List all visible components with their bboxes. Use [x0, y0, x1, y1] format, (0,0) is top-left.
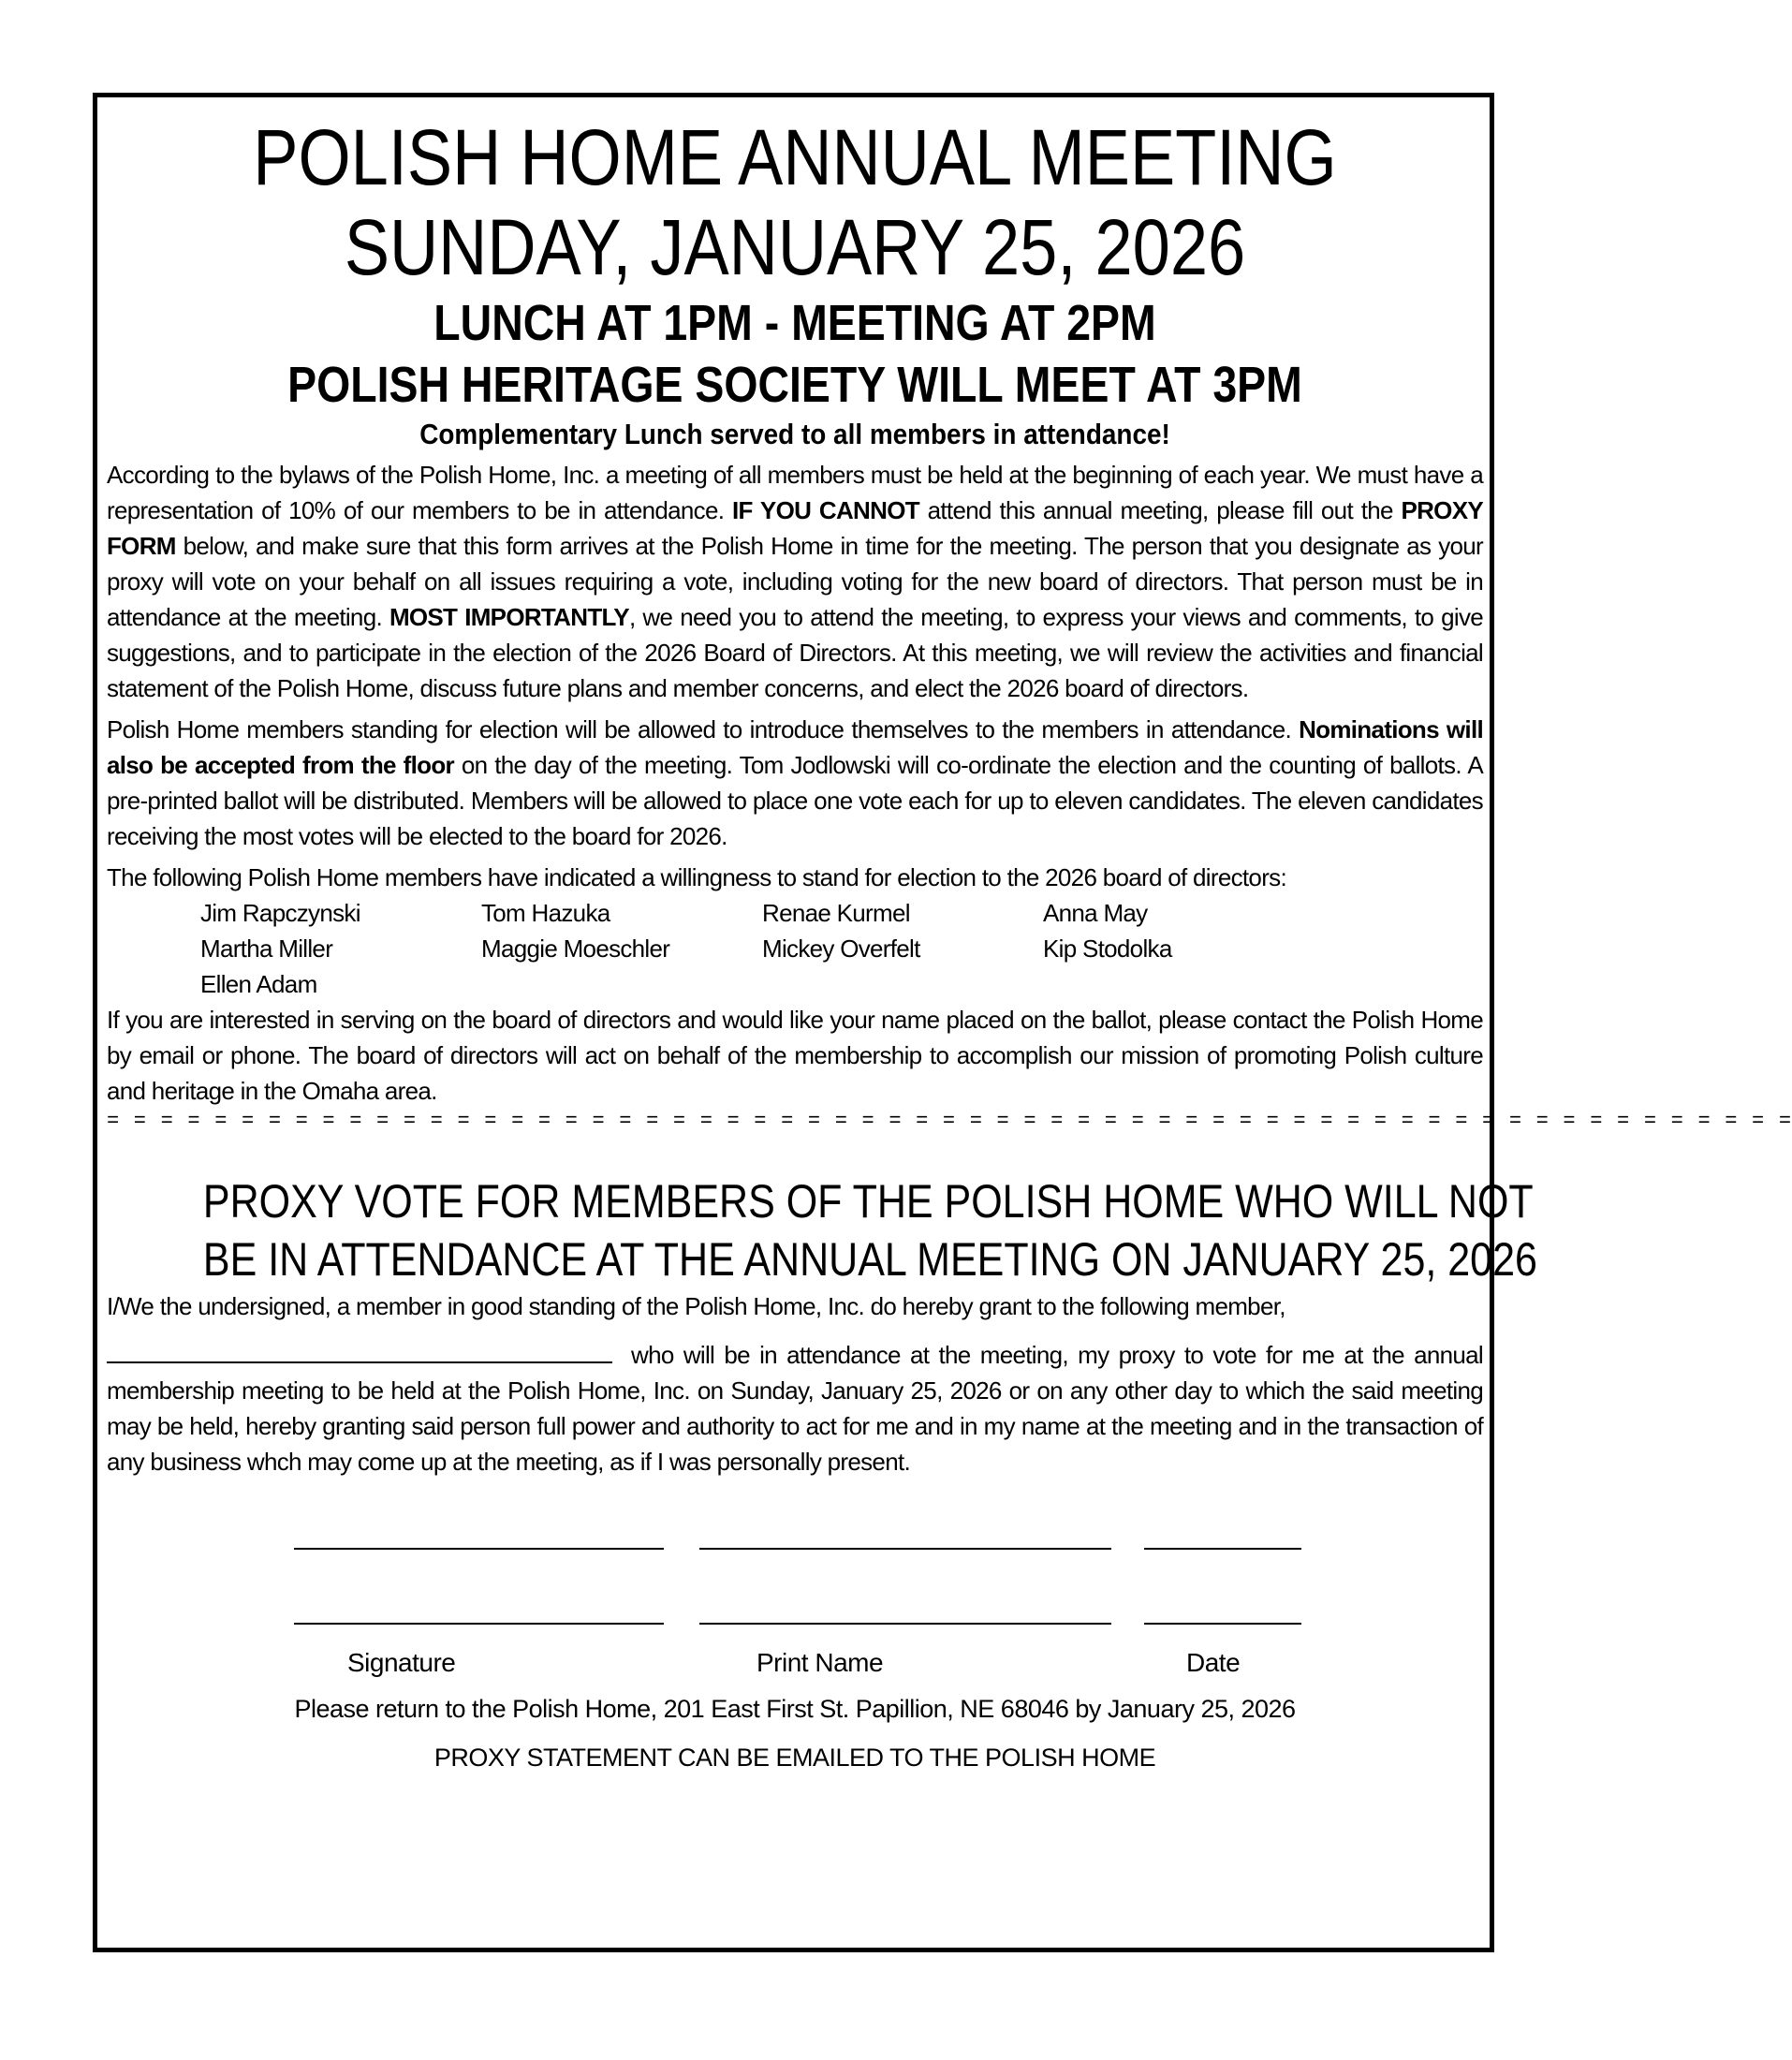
date-field-1[interactable]: [1144, 1548, 1301, 1550]
proxy-title-line2: BE IN ATTENDANCE AT THE ANNUAL MEETING ON JANUARY 25, 2026: [202, 1233, 1537, 1286]
candidate-name: Anna May: [1043, 899, 1148, 927]
candidate-name: Kip Stodolka: [1043, 934, 1172, 963]
email-note: PROXY STATEMENT CAN BE EMAILED TO THE POLISH HOME: [433, 1744, 1156, 1772]
flyer-content: [107, 112, 1792, 1775]
lunch-note: Complementary Lunch served to all members in attendance!: [419, 418, 1170, 450]
candidates-intro: The following Polish Home members have indicated a willingness to stand for election to the 2026 board of directors:: [107, 863, 1286, 891]
board-interest-paragraph: If you are interested in serving on the board of directors and would like your name placed on the ballot, please contact the Polish Home by email or phone. The board of directors will act on behalf of the membership to accomplish our mission of promoting Polish culture and heritage in the Omaha area.: [107, 1006, 1483, 1105]
candidate-name: Ellen Adam: [200, 970, 317, 998]
print-name-label: Print Name: [756, 1648, 884, 1677]
candidate-name: Tom Hazuka: [481, 899, 610, 927]
heritage-heading: POLISH HERITAGE SOCIETY WILL MEET AT 3PM: [287, 357, 1302, 413]
proxy-title-line1: PROXY VOTE FOR MEMBERS OF THE POLISH HOME WHO WILL NOT: [202, 1175, 1534, 1228]
return-address: Please return to the Polish Home, 201 East First St. Papillion, NE 68046 by January 25, 2026: [294, 1695, 1296, 1723]
candidate-name: Martha Miller: [200, 934, 333, 963]
signature-label: Signature: [347, 1648, 456, 1677]
date-field-2[interactable]: [1144, 1623, 1301, 1625]
candidate-name: Mickey Overfelt: [762, 934, 920, 963]
most-importantly-emphasis: MOST IMPORTANTLY: [389, 603, 629, 631]
proxy-statement: who will be in attendance at the meeting, my proxy to vote for me at the annual membership meeting to be held at the Polish Home, Inc. on Sunday, January 25, 2026 or on any other day to which the said meeting may be held, hereby granting said person full power and authority to act for me and in my name at the meeting and in the transaction of any business whch may come up at the meeting, as if I was personally present.: [107, 1341, 1483, 1476]
print-name-field-1[interactable]: [699, 1548, 1111, 1550]
nominations-emphasis: Nominations will also be accepted from the floor: [107, 715, 1484, 779]
signature-field-2[interactable]: [294, 1623, 664, 1625]
candidate-name: Jim Rapczynski: [200, 899, 360, 927]
section-divider: = = = = = = = = = = = = = = = = = = = = = = = = = = = = = = = = = = = = = = = = = = = = = = = = = = = = = = = = = = = = = = =: [107, 1110, 1792, 1133]
proxy-grant-line: I/We the undersigned, a member in good standing of the Polish Home, Inc. do hereby grant to the following member,: [107, 1292, 1285, 1320]
candidate-name: Renae Kurmel: [762, 899, 910, 927]
proxy-form-emphasis: PROXY FORM: [107, 496, 1483, 560]
signature-block: [107, 1506, 1483, 1646]
proxy-member-name-field[interactable]: [107, 1361, 612, 1363]
if-you-cannot-emphasis: IF YOU CANNOT: [731, 496, 919, 524]
bylaws-paragraph: According to the bylaws of the Polish Home, Inc. a meeting of all members must be held at the beginning of each year. We must have a representation of 10% of our members to be in attendance. IF YOU CANNOT attend this annual meeting, please fill out the PROXY FORM below, and make sure that this form arrives at the Polish Home in time for the meeting. The person that you designate as your proxy will vote on your behalf on all issues requiring a vote, including voting for the new board of directors. That person must be in attendance at the meeting. MOST IMPORTANTLY, we need you to attend the meeting, to express your views and comments, to give suggestions, and to participate in the election of the 2026 Board of Directors. At this meeting, we will review the activities and financial statement of the Polish Home, discuss future plans and member concerns, and elect the 2026 board of directors.: [107, 461, 1484, 702]
election-paragraph: Polish Home members standing for election will be allowed to introduce themselves to the members in attendance. Nominations will also be accepted from the floor on the day of the meeting. Tom Jodlowski will co-ordinate the election and the counting of ballots. A pre-printed ballot will be distributed. Members will be allowed to place one vote each for up to eleven candidates. The eleven candidates receiving the most votes will be elected to the board for 2026.: [107, 715, 1484, 850]
schedule-heading: LUNCH AT 1PM - MEETING AT 2PM: [433, 295, 1156, 351]
candidate-name: Maggie Moeschler: [481, 934, 670, 963]
meeting-date: SUNDAY, JANUARY 25, 2026: [344, 203, 1246, 291]
candidate-list: [107, 895, 1483, 1002]
date-label: Date: [1186, 1648, 1241, 1677]
signature-labels: [107, 1646, 1483, 1684]
signature-field-1[interactable]: [294, 1548, 664, 1550]
page-title: POLISH HOME ANNUAL MEETING: [253, 113, 1337, 201]
print-name-field-2[interactable]: [699, 1623, 1111, 1625]
